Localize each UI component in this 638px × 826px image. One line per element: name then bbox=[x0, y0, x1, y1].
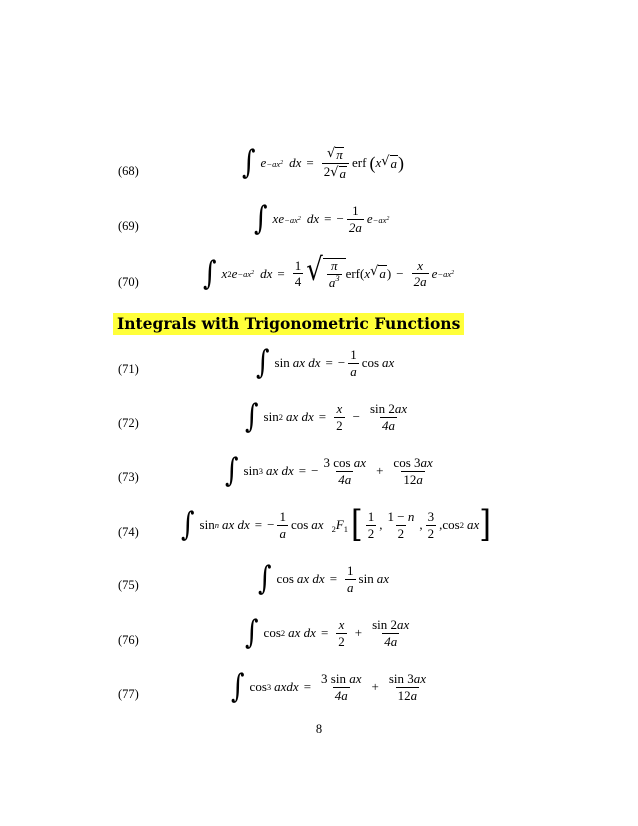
equation-69: ∫ xe $-ax^2$ dx = − $\frac{1}{2a}$ e $-ax^2$ bbox=[254, 200, 390, 238]
equation-number: (74) bbox=[118, 525, 139, 539]
fraction: $\frac{\text{3 cos ax}}{4a}$ bbox=[323, 455, 367, 487]
page-number: 8 bbox=[315, 722, 323, 736]
fraction: $\frac{\text{3 sin ax}}{4a}$ bbox=[321, 671, 362, 703]
equation-75: ∫ cos ax dx = $\frac{1}{a}$ sin ax bbox=[258, 560, 389, 598]
integral-sign: ∫ bbox=[242, 144, 256, 182]
equation-number: (75) bbox=[118, 578, 139, 592]
equation-71: ∫ sin ax dx = − $\frac{1}{a}$ cos ax bbox=[256, 344, 395, 382]
integral-sign: ∫ bbox=[258, 560, 272, 598]
integral-sign: ∫ bbox=[256, 344, 270, 382]
equation-number: (71) bbox=[118, 362, 139, 376]
fraction: $\frac{\sin 2ax}{4a}$ bbox=[372, 617, 410, 649]
fraction: $\frac{1}{a}$ bbox=[279, 509, 286, 541]
fraction: $\frac{1}{2a}$ bbox=[348, 203, 362, 235]
equation-number: (77) bbox=[118, 687, 139, 701]
equation-number: (72) bbox=[118, 416, 139, 430]
integral-sign: ∫ bbox=[231, 668, 245, 706]
fraction: $\frac{\sin 3ax}{12a}$ bbox=[388, 671, 427, 703]
integral-sign: ∫ bbox=[225, 452, 239, 490]
fraction: √ π 2 √ a bbox=[322, 146, 349, 180]
integral-sign: ∫ bbox=[181, 506, 195, 544]
integral-sign: ∫ bbox=[245, 614, 259, 652]
integral-sign: ∫ bbox=[254, 200, 268, 238]
fraction: $\frac{1 - n}{2}$ bbox=[387, 509, 415, 541]
integral-sign: ∫ bbox=[203, 254, 217, 293]
integral-sign: ∫ bbox=[245, 398, 259, 436]
fraction: $\frac{3}{2}$ bbox=[427, 509, 435, 541]
equation-72: ∫ sin 2 ax dx = $\frac{x}{2}$ − $\frac{\sin 2ax}{4a}$ bbox=[245, 398, 408, 436]
equation-74: ∫ sin n ax dx = − $\frac{1}{a}$ cos ax $_2F_1$ [ $\frac{1}{2}$ , $\frac{1 - n}{2}$ , $\frac{3}{2}$ , cos 2 ax ] bbox=[181, 503, 491, 546]
equation-70: ∫ x 2 e $-ax^2$ dx = $\frac{1}{4}$ √ $\frac{\pi}{a^3}$ erf( x √ a ) − $\frac{x}{2a}$ e $-ax^2$ bbox=[203, 252, 455, 293]
section-heading: Integrals with Trigonometric Functions bbox=[113, 313, 464, 335]
equation-number: (70) bbox=[118, 275, 139, 289]
fraction: $\frac{\sin 2ax}{4a}$ bbox=[369, 401, 408, 433]
equation-number: (76) bbox=[118, 633, 139, 647]
fraction: $\frac{x}{2}$ bbox=[338, 617, 345, 649]
fraction: $\frac{1}{a}$ bbox=[347, 563, 354, 595]
equation-number: (73) bbox=[118, 470, 139, 484]
equation-73: ∫ sin 3 ax dx = − $\frac{\text{3 cos ax}}{4a}$ + $\frac{\cos 3ax}{12a}$ bbox=[225, 452, 433, 490]
fraction: $\frac{1}{4}$ bbox=[294, 257, 302, 290]
equation-68: ∫ e $-ax^2$ dx = √ π 2 √ a erf ( x √ a ) bbox=[242, 144, 405, 182]
equation-number: (68) bbox=[118, 164, 139, 178]
fraction: $\frac{x}{2}$ bbox=[336, 401, 343, 433]
equation-76: ∫ cos 2 ax dx = $\frac{x}{2}$ + $\frac{\sin 2ax}{4a}$ bbox=[245, 614, 410, 652]
equation-number: (69) bbox=[118, 219, 139, 233]
fraction: $\frac{x}{2a}$ bbox=[413, 257, 427, 290]
fraction: $\frac{1}{2}$ bbox=[367, 509, 375, 541]
equation-77: ∫ cos 3 axdx = $\frac{\text{3 sin ax}}{4a}$ + $\frac{\sin 3ax}{12a}$ bbox=[231, 668, 427, 706]
fraction: $\frac{\cos 3ax}{12a}$ bbox=[393, 455, 433, 487]
fraction: $\frac{1}{a}$ bbox=[350, 347, 357, 379]
